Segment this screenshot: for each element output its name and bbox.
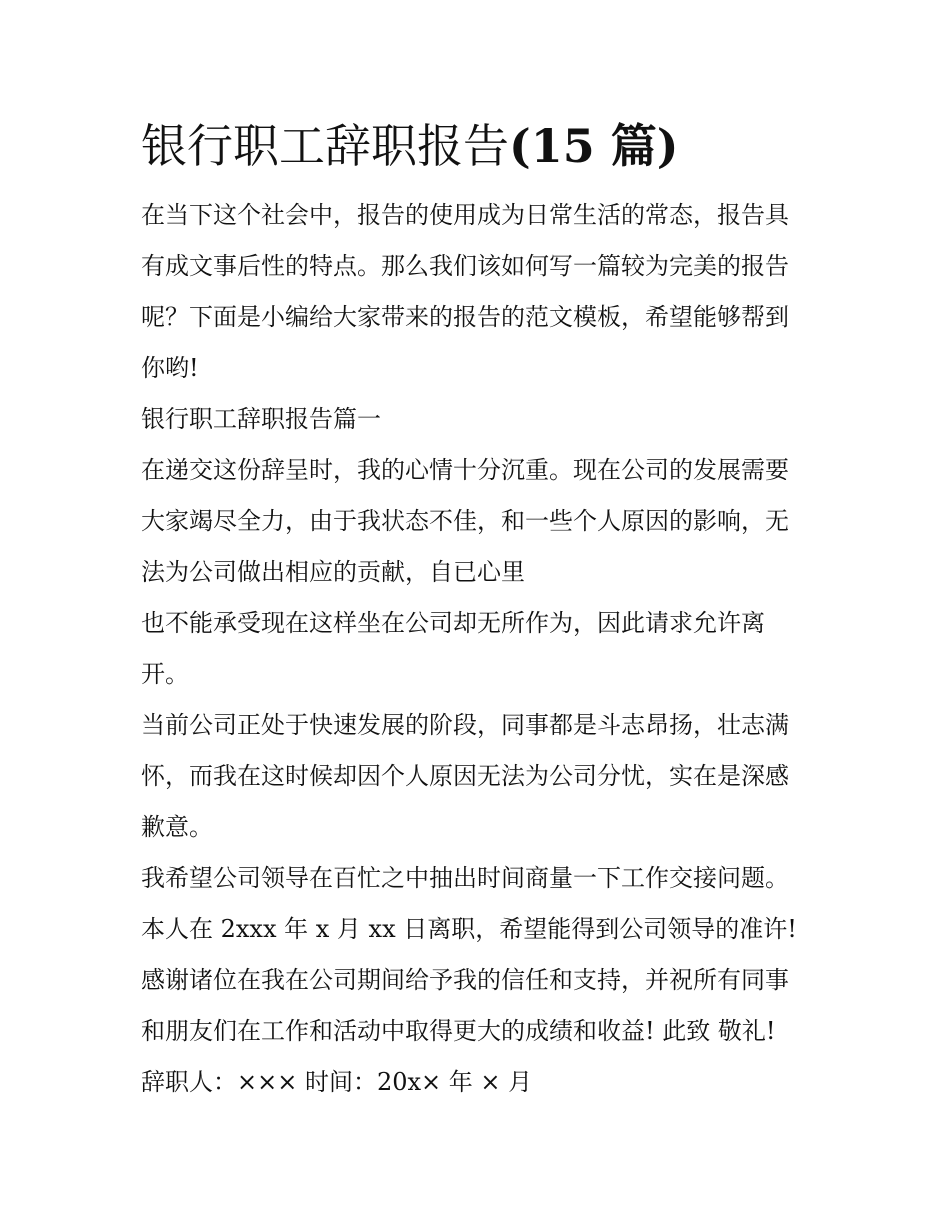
document-page (141, 110, 821, 1108)
body-line-6: 当前公司正处于快速发展的阶段，同事都是斗志昂扬，壮志满 (141, 711, 789, 739)
body-line-8: 歉意。 (141, 813, 213, 841)
body-line-4: 也不能承受现在这样坐在公司却无所作为，因此请求允许离 (141, 609, 765, 637)
body-line-10: 本人在 2xxx 年 x 月 xx 日离职，希望能得到公司领导的准许! (141, 915, 797, 943)
body-line-2: 大家竭尽全力，由于我状态不佳，和一些个人原因的影响，无 (141, 507, 789, 535)
intro-line-1: 在当下这个社会中，报告的使用成为日常生活的常态，报告具 (141, 201, 789, 229)
body-line-3: 法为公司做出相应的贡献，自已心里 (141, 558, 525, 586)
signature-line: 辞职人：××× 时间：20x× 年 × 月 (141, 1068, 533, 1096)
document-title (141, 110, 821, 182)
section-heading: 银行职工辞职报告篇一 (141, 405, 381, 433)
body-line-7: 怀，而我在这时候却因个人原因无法为公司分忧，实在是深感 (141, 762, 789, 790)
intro-line-4: 你哟! (141, 354, 199, 382)
body-line-1: 在递交这份辞呈时，我的心情十分沉重。现在公司的发展需要 (141, 456, 789, 484)
title-count: (15 篇) (509, 119, 679, 173)
body-line-5: 开。 (141, 660, 189, 688)
body-line-9: 我希望公司领导在百忙之中抽出时间商量一下工作交接问题。 (141, 864, 789, 892)
intro-line-3: 呢？下面是小编给大家带来的报告的范文模板，希望能够帮到 (141, 303, 789, 331)
intro-line-2: 有成文事后性的特点。那么我们该如何写一篇较为完美的报告 (141, 252, 789, 280)
title-text: 银行职工辞职报告 (141, 119, 509, 173)
body-line-11: 感谢诸位在我在公司期间给予我的信任和支持，并祝所有同事 (141, 966, 789, 994)
body-line-12: 和朋友们在工作和活动中取得更大的成绩和收益! 此致 敬礼! (141, 1017, 776, 1045)
